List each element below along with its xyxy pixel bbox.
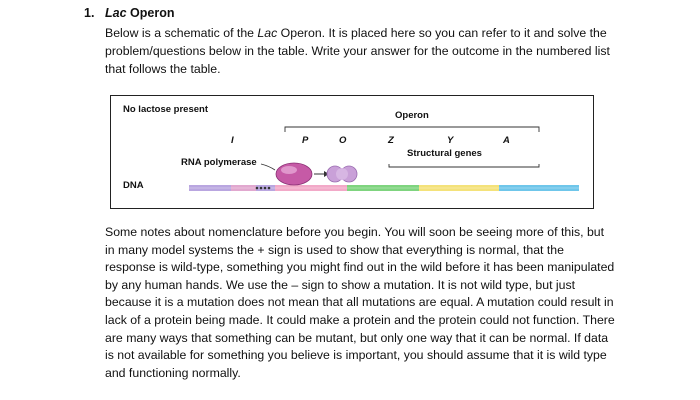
gene-label-o: O — [339, 135, 347, 146]
structural-genes-bracket — [389, 164, 539, 167]
lac-operon-diagram — [110, 95, 594, 209]
gene-label-y: Y — [447, 135, 454, 146]
operon-label: Operon — [395, 110, 429, 121]
condition-label: No lactose present — [123, 104, 208, 115]
gene-label-i: I — [231, 135, 234, 146]
dna-label: DNA — [123, 180, 144, 191]
question-title-rest: Operon — [126, 6, 175, 20]
rna-polymerase-pointer — [261, 164, 275, 170]
intro-text-2: Operon. It is placed here so you can refer to it and solve the problem/questions below in the table. Write your answer for the outcome in the numbered list that follows the table. — [105, 26, 610, 76]
nomenclature-notes: Some notes about nomenclature before you begin. You will soon be seeing more of this, but in many model systems the + sign is used to show that everything is normal, that the response is wild-type, something you might find out in the wild before it has been manipulated by any human hands. We use the – sign to show a mutation. It is not wild type, but just because it is a mutation does not mean that all mutations are equal. A mutation could result in lack of a protein being made. It could make a protein and the protein could not function. There are many ways that something can be mutant, but only one way that it can be normal. If data is not available for something you believe is important, you should assume that it is wild type and functioning normally. — [105, 225, 615, 380]
gene-label-a: A — [503, 135, 510, 146]
gene-label-p: P — [302, 135, 309, 146]
question-title-italic: Lac — [105, 6, 127, 20]
operon-bracket — [285, 127, 539, 132]
question-number: 1. — [84, 6, 95, 20]
intro-text-italic: Lac — [257, 26, 278, 40]
gene-label-z: Z — [388, 135, 394, 146]
dna-strand — [189, 185, 579, 191]
intro-text-1: Below is a schematic of the — [105, 26, 258, 40]
structural-genes-label: Structural genes — [407, 148, 482, 159]
question-heading — [84, 6, 174, 20]
rna-polymerase-shape — [276, 163, 312, 185]
rna-polymerase-label: RNA polymerase — [181, 157, 257, 168]
repressor-shape — [327, 166, 357, 182]
intro-paragraph — [105, 24, 625, 78]
